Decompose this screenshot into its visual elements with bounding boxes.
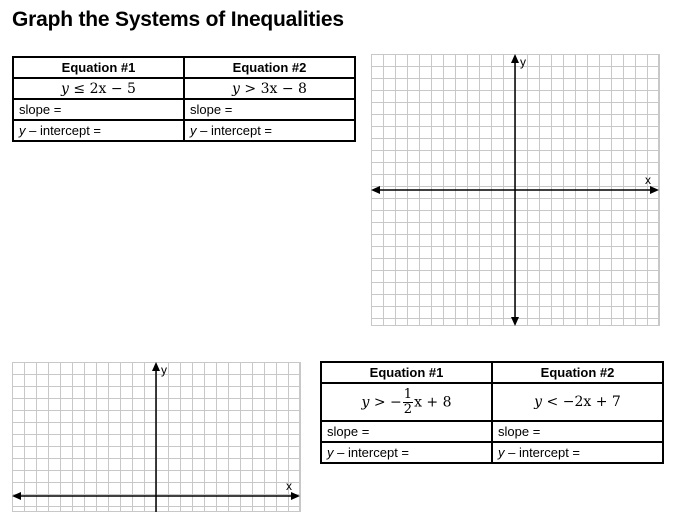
equation-1: y > − $\frac{1}{2}$ x + 8 (321, 383, 492, 421)
x-axis-arrow-left (371, 186, 380, 194)
equation-2: y > 3x − 8 (184, 78, 355, 99)
worksheet-title: Graph the Systems of Inequalities (12, 8, 344, 31)
equation-1-header: Equation #1 (321, 362, 492, 383)
y-intercept-field-1[interactable]: y – intercept = (13, 120, 184, 141)
slope-field-1[interactable]: slope = (321, 421, 492, 442)
equation-2-header: Equation #2 (492, 362, 663, 383)
equations-table-1 (12, 56, 356, 142)
y-axis-arrow-up (511, 54, 519, 63)
y-intercept-field-2[interactable]: y – intercept = (492, 442, 663, 463)
x-axis-label: x (645, 173, 651, 187)
slope-field-1[interactable]: slope = (13, 99, 184, 120)
slope-field-2[interactable]: slope = (184, 99, 355, 120)
equation-2: y < −2x + 7 (492, 383, 663, 421)
y-intercept-field-1[interactable]: y – intercept = (321, 442, 492, 463)
coordinate-grid-1[interactable] (371, 54, 659, 326)
y-axis-arrow-up (152, 362, 160, 371)
x-axis-label: x (286, 479, 292, 493)
y-axis-arrow-down (511, 317, 519, 326)
fraction: $\frac{1}{2}$ (403, 386, 413, 417)
equation-1: y ≤ 2x − 5 (13, 78, 184, 99)
equation-1-header: Equation #1 (13, 57, 184, 78)
slope-field-2[interactable]: slope = (492, 421, 663, 442)
coordinate-grid-2[interactable] (12, 362, 300, 512)
y-axis-label: y (520, 55, 526, 69)
x-axis-arrow-right (291, 492, 300, 500)
equation-2-header: Equation #2 (184, 57, 355, 78)
equations-table-2 (320, 361, 664, 464)
y-axis-label: y (161, 363, 167, 377)
y-intercept-field-2[interactable]: y – intercept = (184, 120, 355, 141)
x-axis-arrow-right (650, 186, 659, 194)
x-axis-arrow-left (12, 492, 21, 500)
